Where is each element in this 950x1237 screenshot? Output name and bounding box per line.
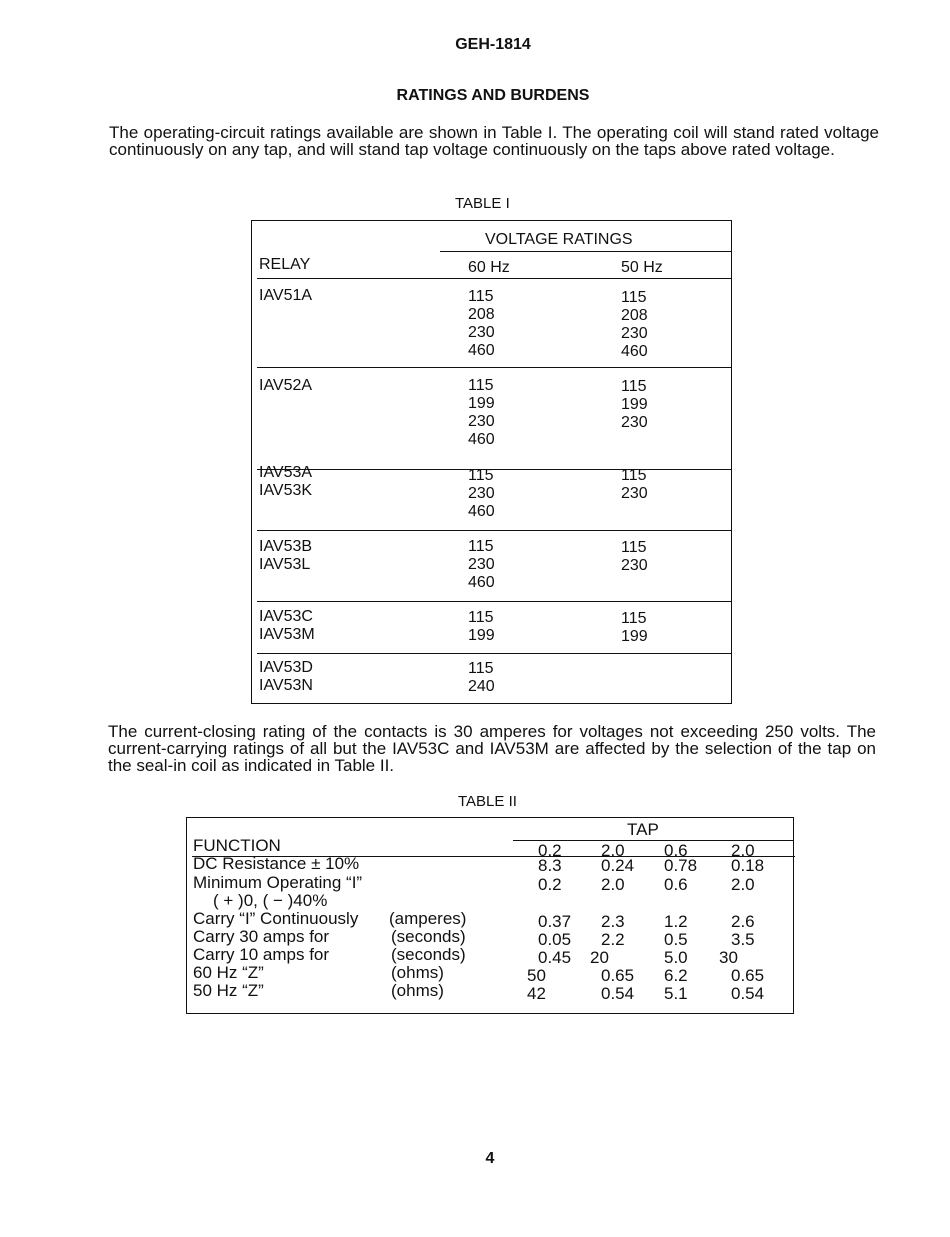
tap-cell: 1.2 [664,912,688,931]
tap-cell: 0.18 [731,856,765,875]
function-label: Carry 10 amps for [193,945,330,964]
hz60-values: 115 199 230 460 [468,377,495,448]
tap-cell: 6.2 [664,966,688,985]
tap-value: 2.0 [731,841,755,860]
tap-value: 0.6 [664,841,688,860]
function-label: ( + )0, ( − )40% [213,891,328,910]
section-title: RATINGS AND BURDENS [396,87,590,104]
function-label: Carry 30 amps for [193,927,330,946]
tap-cell: 0.6 [664,875,688,894]
function-label: 50 Hz “Z” [193,981,264,1000]
unit-label: (amperes) [389,909,467,928]
tap-value: 2.0 [601,841,625,860]
tap-cell: 0.54 [731,984,765,1003]
tap-cell: 0.24 [601,856,635,875]
table-1-caption: TABLE I [455,195,510,212]
header-underline [440,251,732,252]
row-divider [257,530,732,531]
closing-paragraph: The current-closing rating of the contacts is 30 amperes for voltages not exceeding 250 volts. The current-carrying ratings of all but the IAV53C and IAV53M are affected by the selection of the tap on the seal-in coil as indicated in Table II. [108,722,876,775]
tap-cell: 0.05 [538,930,572,949]
header-rule [257,278,732,279]
hz60-column-header: 60 Hz [468,259,510,276]
tap-value: 0.2 [538,841,562,860]
relay-name: IAV52A [259,377,313,394]
hz50-values: 115 199 [621,610,648,645]
relay-name: IAV53B IAV53L [259,538,313,573]
tap-cell: 5.0 [664,948,688,967]
function-label: DC Resistance ± 10% [193,854,360,873]
tap-cell: 2.3 [601,912,625,931]
relay-name: IAV51A [259,287,313,304]
row-divider [257,367,732,368]
tap-cell: 8.3 [538,856,562,875]
unit-label: (ohms) [391,963,444,982]
hz50-values: 115 199 230 [621,378,648,431]
relay-column-header: RELAY [259,256,311,273]
tap-cell: 0.65 [601,966,635,985]
unit-label: (seconds) [391,945,466,964]
hz60-values: 115 230 460 [468,538,495,591]
function-label: Minimum Operating “I” [193,873,363,892]
hz60-values: 115 240 [468,660,495,695]
tap-cell: 42 [527,984,546,1003]
hz50-values: 115 208 230 460 [621,289,648,360]
tap-cell: 50 [527,966,546,985]
tap-cell: 0.5 [664,930,688,949]
tap-cell: 2.0 [601,875,625,894]
tap-cell: 0.54 [601,984,635,1003]
tap-cell: 0.37 [538,912,572,931]
voltage-ratings-table [251,220,732,704]
function-column-header: FUNCTION [193,836,281,855]
row-divider [257,653,732,654]
function-label: Carry “I” Continuously [193,909,359,928]
tap-cell: 5.1 [664,984,688,1003]
tap-cell: 2.0 [731,875,755,894]
hz50-column-header: 50 Hz [621,259,663,276]
tap-cell: 2.6 [731,912,755,931]
voltage-ratings-header: VOLTAGE RATINGS [485,231,633,248]
relay-name: IAV53C IAV53M [259,608,315,643]
tap-cell: 3.5 [731,930,755,949]
unit-label: (seconds) [391,927,466,946]
tap-burdens-table [186,817,794,1014]
relay-name: IAV53A IAV53K [259,464,313,499]
tap-cell: 0.45 [538,948,572,967]
hz50-values: 115 230 [621,539,648,574]
unit-label: (ohms) [391,981,444,1000]
intro-paragraph: The operating-circuit ratings available are shown in Table I. The operating coil will stand rated voltage continuously on any tap, and will stand tap voltage continuously on the taps above rated voltage. [109,123,879,159]
tap-cell: 30 [719,948,738,967]
tap-cell: 2.2 [601,930,625,949]
hz60-values: 115 208 230 460 [468,288,495,359]
hz50-values: 115 230 [621,467,648,502]
tap-cell: 0.65 [731,966,765,985]
document-code: GEH-1814 [455,36,531,53]
tap-header: TAP [627,820,659,839]
page-number: 4 [485,1150,495,1167]
tap-cell: 0.2 [538,875,562,894]
row-divider [257,601,732,602]
table-2-caption: TABLE II [458,793,517,810]
function-label: 60 Hz “Z” [193,963,264,982]
relay-name: IAV53D IAV53N [259,659,313,694]
hz60-values: 115 230 460 [468,467,495,520]
tap-cell: 20 [590,948,609,967]
tap-cell: 0.78 [664,856,698,875]
hz60-values: 115 199 [468,609,495,644]
